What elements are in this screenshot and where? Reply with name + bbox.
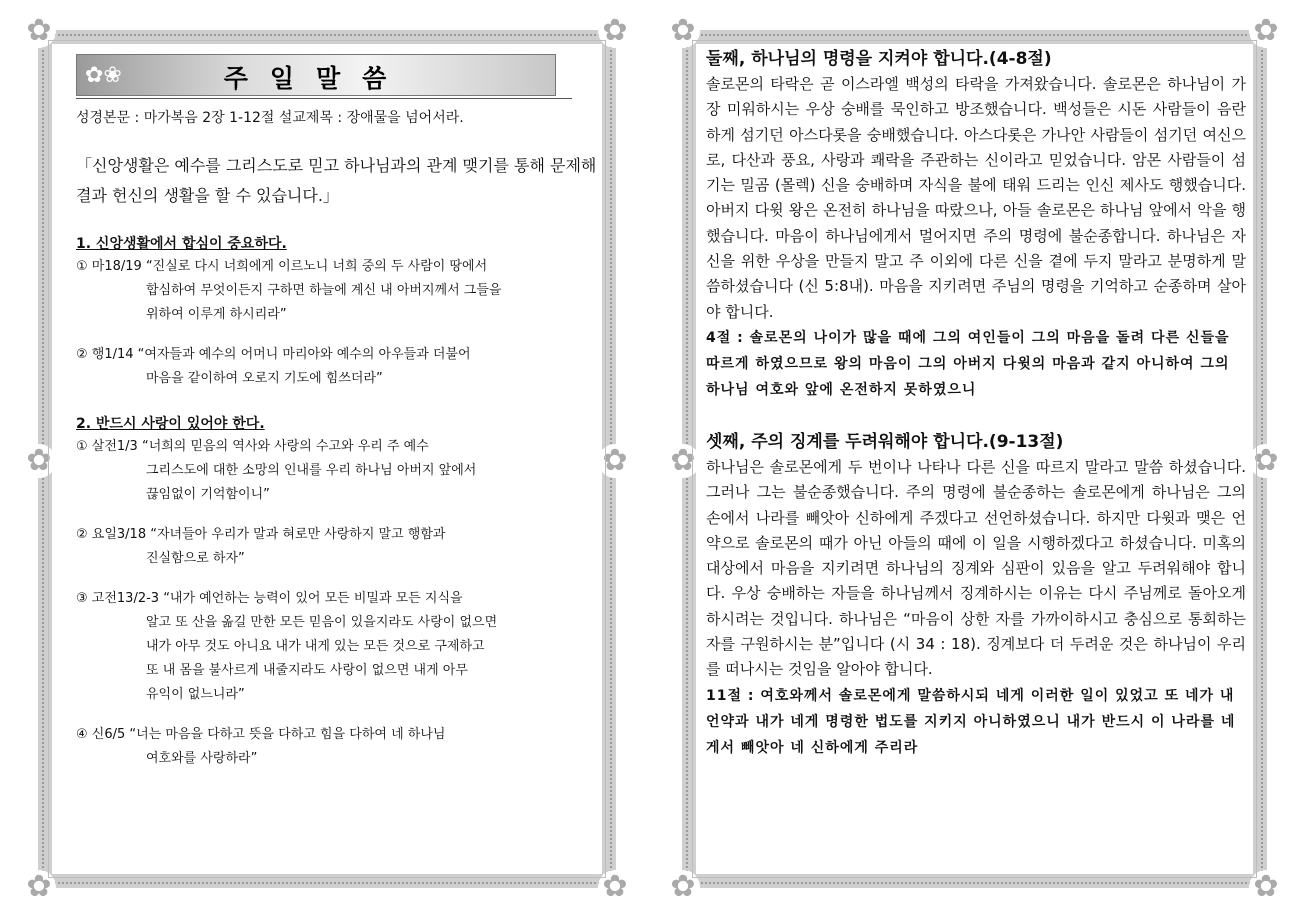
- verse-line: ① 살전1/3 “너희의 믿음의 역사와 사랑의 수고와 우리 주 예수: [76, 439, 429, 454]
- flower-ornament-icon: ✿: [666, 444, 700, 478]
- scripture-quote: 4절 : 솔로몬의 나이가 많을 때에 그의 여인들이 그의 마음을 돌려 다른 신들을 따르게 하였으므로 왕의 마음이 그의 아버지 다윗의 마음과 같지 아니하여 그의 하나님 여호와 앞에 온전하지 못하였으니: [706, 329, 1230, 398]
- verse-item: [76, 523, 600, 571]
- section-heading: 둘째, 하나님의 명령을 지켜야 합니다.(4-8절): [706, 49, 1052, 69]
- thesis-statement: 「신앙생활은 예수를 그리스도로 믿고 하나님과의 관계 맺기를 통해 문제해결과 헌신의 생활을 할 수 있습니다.」: [76, 156, 597, 205]
- sermon-meta: 성경본문 : 마가복음 2장 1-12절 설교제목 : 장애물을 넘어서라.: [76, 110, 464, 126]
- verse-line: ④ 신6/5 “너는 마음을 다하고 뜻을 다하고 힘을 다하여 네 하나님: [76, 727, 446, 742]
- flower-ornament-icon: ✿: [1249, 14, 1283, 48]
- section-heading: 1. 신앙생활에서 합심이 중요하다.: [76, 236, 287, 252]
- verse-line: ② 요일3/18 “자녀들아 우리가 말과 혀로만 사랑하지 말고 행함과: [76, 527, 446, 542]
- flower-ornament-icon: ✿: [666, 870, 700, 904]
- verse-item: [76, 435, 600, 507]
- verse-line: 마음을 같이하여 오로지 기도에 힘쓰더라”: [146, 371, 383, 386]
- body-paragraph: 하나님은 솔로몬에게 두 번이나 나타나 다른 신을 따르지 말라고 말씀 하셨습니다. 그러나 그는 불순종했습니다. 주의 명령에 불순종하는 솔로몬에게 하나님은 그의 손에서 나라를 빼앗아 신하에게 주겠다고 선언하셨습니다. 하지만 다윗과 맺은 언약으로 솔로몬의 때가 아닌 아들의 때에 이 일을 시행하겠다고 하셨습니다. 미혹의 대상에서 마음을 지키려면 하나님의 징계와 심판이 있음을 알고 두려워해야 합니다. 우상 숭배하는 자들을 하나님께서 징계하시는 이유는 다시 주님께로 돌아오게 하시려는 것입니다. 하나님은 “마음이 상한 자를 가까이하시고 충심으로 통회하는 자를 구원하시는 분”입니다 (시 34 : 18). 징계보다 더 두려운 것은 하나님이 우리를 떠나시는 것임을 알아야 합니다.: [706, 457, 1246, 679]
- section-heading: 2. 반드시 사랑이 있어야 한다.: [76, 416, 265, 432]
- left-content: [76, 54, 600, 771]
- flower-ornament-icon: ✿: [598, 870, 632, 904]
- verse-line: ② 행1/14 “여자들과 예수의 어머니 마리아와 예수의 아우들과 더불어: [76, 347, 471, 362]
- verse-item: [76, 255, 600, 327]
- verse-line: ③ 고전13/2-3 “내가 예언하는 능력이 있어 모든 비밀과 모든 지식을: [76, 591, 463, 606]
- verse-line: 합심하여 무엇이든지 구하면 하늘에 계신 내 아버지께서 그들을: [146, 283, 502, 298]
- flower-ornament-icon: ✿: [1249, 870, 1283, 904]
- divider: [76, 98, 572, 99]
- section-heading: 셋째, 주의 징계를 두려워해야 합니다.(9-13절): [706, 431, 1064, 452]
- verse-line: 알고 또 산을 옮길 만한 모든 믿음이 있을지라도 사랑이 없으면: [146, 615, 498, 630]
- left-page: [26, 13, 628, 904]
- flower-ornament-icon: ✿: [666, 14, 700, 48]
- verse-line: ① 마18/19 “진실로 다시 너희에게 이르노니 너희 중의 두 사람이 땅에서: [76, 259, 488, 274]
- verse-line: 끊임없이 기억함이니”: [146, 487, 270, 502]
- page-title: 주일말씀: [223, 64, 409, 93]
- scripture-quote: 11절 : 여호와께서 솔로몬에게 말씀하시되 네게 이러한 일이 있었고 또 네가 내 언약과 내가 네게 명령한 법도를 지키지 아니하였으니 내가 반드시 이 나라를 네게서 빼앗아 네 신하에게 주리라: [706, 687, 1236, 756]
- right-content: [706, 46, 1246, 761]
- verse-line: 그리스도에 대한 소망의 인내를 우리 하나님 아버지 앞에서: [146, 463, 477, 478]
- body-paragraph: 솔로몬의 타락은 곧 이스라엘 백성의 타락을 가져왔습니다. 솔로몬은 하나님이 가장 미워하시는 우상 숭배를 묵인하고 방조했습니다. 백성들은 시돈 사람들이 음란하게 섬기던 아스다롯을 숭배했습니다. 아스다롯은 가나안 사람들이 섬기던 여신으로, 다산과 풍요, 사랑과 쾌락을 주관하는 신이라고 믿었습니다. 암몬 사람들이 섬기는 밀곰 (몰렉) 신을 숭배하며 자식을 불에 태워 드리는 인신 제사도 행했습니다. 아버지 다윗 왕은 온전히 하나님을 따랐으나, 아들 솔로몬은 하나님 앞에서 악을 행했습니다. 마음이 하나님에게서 멀어지면 주의 명령에 불순종합니다. 하나님은 자신을 위한 우상을 만들지 말고 주 이외에 다른 신을 곁에 두지 말라고 분명하게 말씀하셨습니다 (신 5:8내). 마음을 지키려면 주님의 명령을 기억하고 순종하며 살아야 합니다.: [706, 75, 1246, 321]
- verse-line: 위하여 이루게 하시리라”: [146, 307, 287, 322]
- flower-ornament-icon: ✿: [22, 14, 56, 48]
- flower-ornament-icon: ✿: [1249, 444, 1283, 478]
- daisy-icon: ✿❀: [85, 63, 122, 88]
- right-page: [670, 13, 1279, 904]
- verse-line: 내가 아무 것도 아니요 내가 내게 있는 모든 것으로 구제하고: [146, 639, 485, 654]
- flower-ornament-icon: ✿: [22, 870, 56, 904]
- verse-item: [76, 723, 600, 771]
- flower-ornament-icon: ✿: [598, 14, 632, 48]
- verse-line: 또 내 몸을 불사르게 내줄지라도 사랑이 없으면 내게 아무: [146, 663, 468, 678]
- flower-ornament-icon: ✿: [22, 444, 56, 478]
- verse-line: 유익이 없느니라”: [146, 687, 245, 702]
- verse-item: [76, 343, 600, 391]
- verse-line: 여호와를 사랑하라”: [146, 751, 258, 766]
- flower-ornament-icon: ✿: [598, 444, 632, 478]
- title-banner: [76, 54, 556, 96]
- verse-item: [76, 587, 600, 707]
- verse-line: 진실함으로 하자”: [146, 551, 245, 566]
